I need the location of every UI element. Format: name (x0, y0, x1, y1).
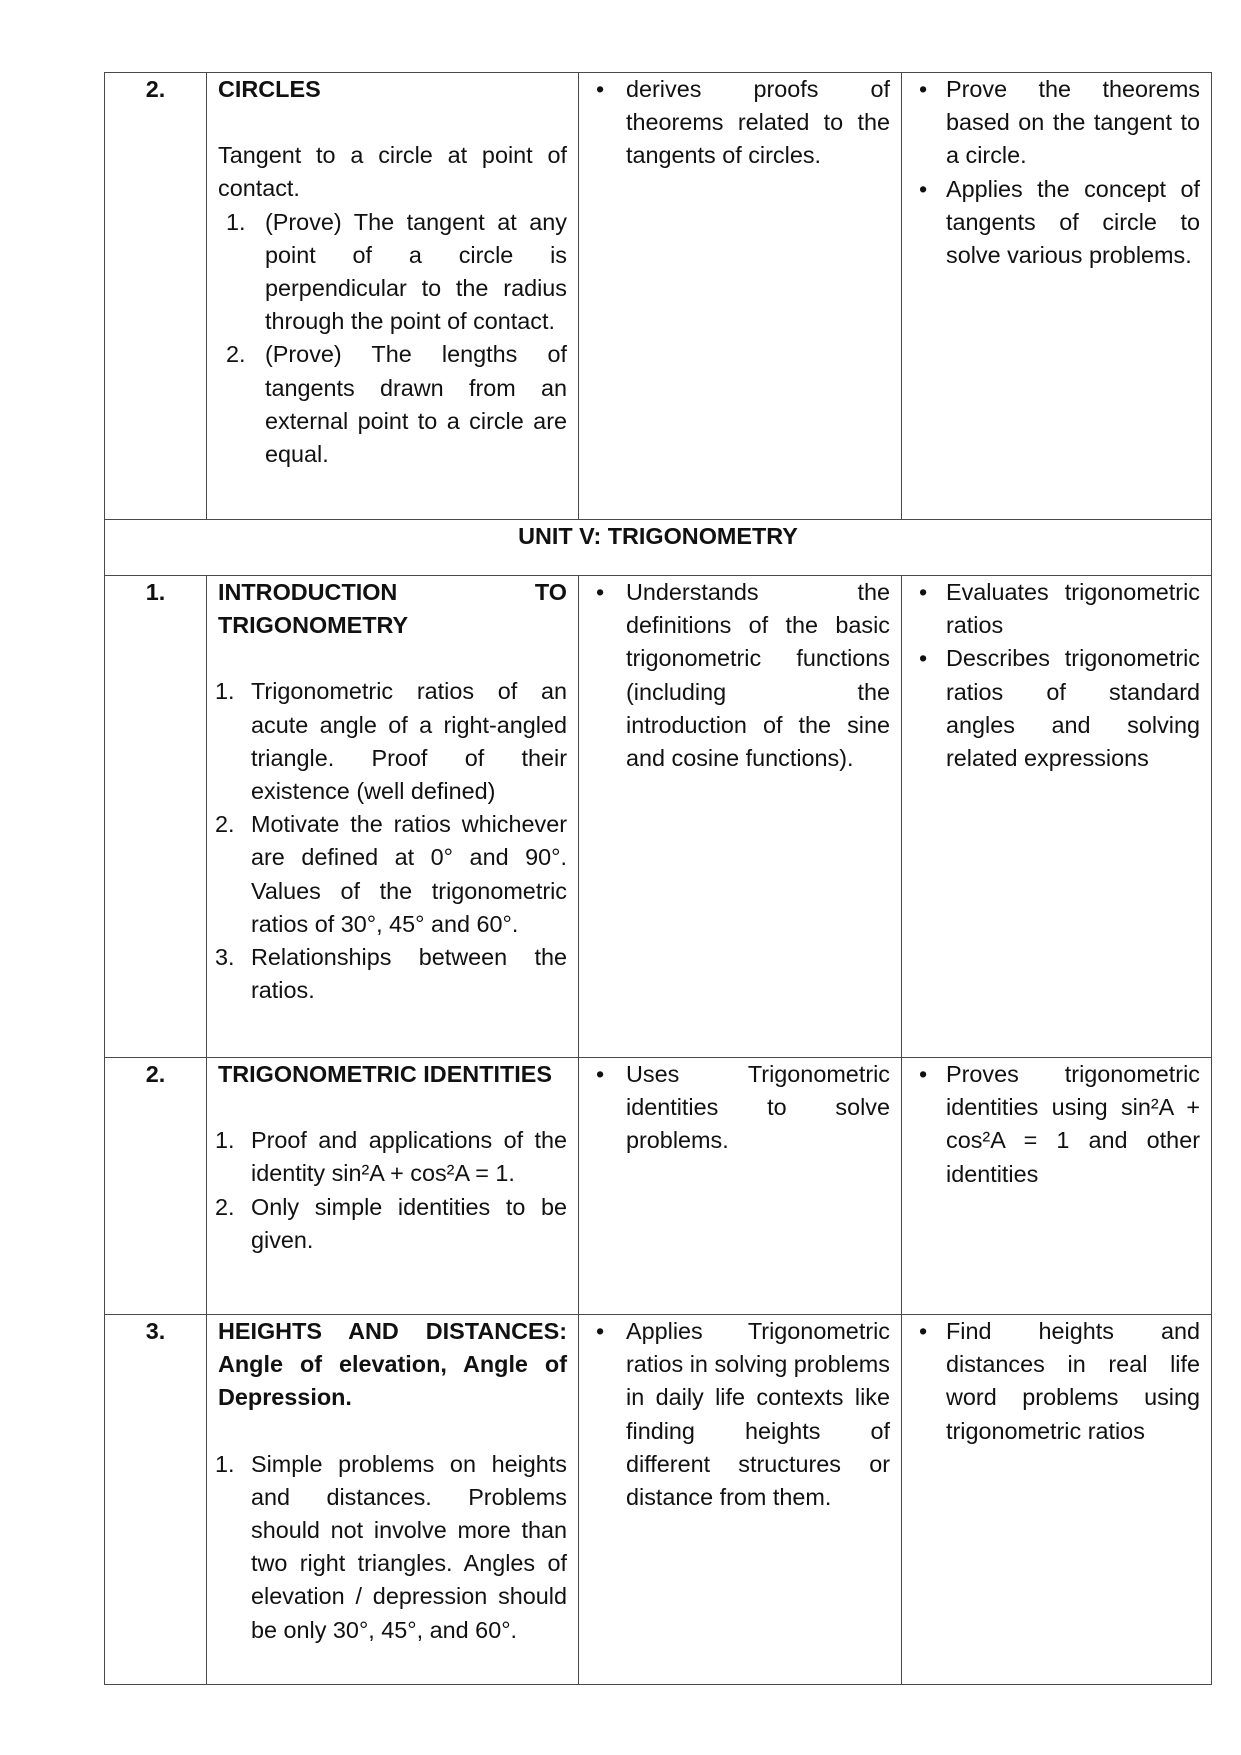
table-row (105, 576, 1212, 1058)
topic-list (215, 675, 567, 1007)
indicator-cell (902, 73, 1212, 520)
list-item (215, 1448, 567, 1647)
list-item-text: (Prove) The tangent at any point of a circle is perpendicular to the radius through the point of contact. (265, 208, 567, 335)
list-item-text: Simple problems on heights and distances. Problems should not involve more than two right triangles. Angles of elevation / depression should be only 30°, 45°, and 60°. (251, 1450, 567, 1643)
topic-cell (207, 1315, 579, 1685)
list-item-text: Motivate the ratios whichever are defined at 0° and 90°. Values of the trigonometric ratios of 30°, 45° and 60°. (251, 811, 567, 937)
learning-outcome-cell (579, 576, 902, 1058)
list-item (215, 675, 567, 808)
list-number: 2. (215, 1193, 235, 1220)
outcome-item (590, 576, 890, 775)
list-item (215, 941, 567, 1007)
indicator-item (913, 642, 1200, 775)
list-item-text: Trigonometric ratios of an acute angle of a right-angled triangle. Proof of their existence (well defined) (251, 678, 567, 805)
outcome-item (590, 1058, 890, 1158)
indicator-item (913, 173, 1200, 273)
list-number: 3. (215, 944, 235, 971)
indicator-text: Describes trigonometric ratios of standard angles and solving related expressions (946, 645, 1200, 772)
indicator-item (913, 576, 1200, 642)
list-item (215, 1191, 567, 1257)
bullet-icon: • (919, 579, 928, 605)
topic-cell (207, 73, 579, 520)
list-item-text: Proof and applications of the identity sin²A + cos²A = 1. (251, 1127, 567, 1187)
outcome-text: Understands the definitions of the basic trigonometric functions (including the introduction of the sine and cosine functions). (626, 579, 890, 772)
bullet-icon: • (596, 579, 605, 605)
outcome-item (590, 73, 890, 173)
indicator-item (913, 1315, 1200, 1448)
list-item-text: Only simple identities to be given. (251, 1193, 567, 1253)
indicator-cell (902, 576, 1212, 1058)
topic-cell (207, 576, 579, 1058)
bullet-icon: • (919, 645, 928, 672)
indicator-cell (902, 1315, 1212, 1685)
list-item-text: Relationships between the ratios. (251, 944, 567, 1004)
indicator-text: Prove the theorems based on the tangent to a circle. (946, 76, 1200, 169)
serial-number: 3. (105, 1315, 207, 1685)
list-item-text: (Prove) The lengths of tangents drawn from an external point to a circle are equal. (265, 341, 567, 468)
topic-title: INTRODUCTION TO TRIGONOMETRY (218, 579, 567, 639)
syllabus-table (104, 72, 1212, 1685)
outcome-text: Applies Trigonometric ratios in solving problems in daily life contexts like finding heights of different structures or distance from them. (626, 1318, 890, 1511)
unit-heading-row (105, 520, 1212, 576)
topic-intro: Tangent to a circle at point of contact. (218, 142, 567, 202)
serial-number: 1. (105, 576, 207, 1058)
outcome-text: Uses Trigonometric identities to solve problems. (626, 1061, 890, 1154)
serial-number: 2. (105, 1058, 207, 1315)
indicator-text: Proves trigonometric identities using sin²A + cos²A = 1 and other identities (946, 1061, 1200, 1187)
outcome-item (590, 1315, 890, 1514)
list-number: 1. (215, 1127, 235, 1154)
learning-outcome-cell (579, 73, 902, 520)
bullet-icon: • (919, 175, 928, 202)
indicator-cell (902, 1058, 1212, 1315)
table-row (105, 1315, 1212, 1685)
list-number: 1. (226, 208, 246, 235)
list-item (215, 1124, 567, 1190)
list-number: 1. (215, 678, 235, 705)
list-number: 2. (226, 341, 246, 368)
list-number: 2. (215, 811, 235, 838)
learning-outcome-cell (579, 1058, 902, 1315)
list-item (215, 808, 567, 941)
topic-title: TRIGONOMETRIC IDENTITIES (218, 1061, 552, 1087)
bullet-icon: • (919, 76, 928, 102)
table-row (105, 73, 1212, 520)
topic-title: HEIGHTS AND DISTANCES: Angle of elevation, Angle of Depression. (218, 1318, 567, 1411)
indicator-item (913, 73, 1200, 173)
bullet-icon: • (919, 1318, 928, 1344)
outcome-text: derives proofs of theorems related to the tangents of circles. (626, 76, 890, 169)
list-item (218, 338, 567, 471)
topic-list (215, 1448, 567, 1647)
list-number: 1. (215, 1450, 235, 1477)
topic-cell (207, 1058, 579, 1315)
bullet-icon: • (596, 1318, 605, 1344)
topic-list (218, 206, 567, 472)
bullet-icon: • (919, 1061, 928, 1087)
topic-title: CIRCLES (218, 76, 321, 102)
bullet-icon: • (596, 1061, 605, 1087)
topic-list (215, 1124, 567, 1257)
indicator-text: Find heights and distances in real life word problems using trigonometric ratios (946, 1318, 1200, 1444)
indicator-item (913, 1058, 1200, 1191)
list-item (218, 206, 567, 339)
learning-outcome-cell (579, 1315, 902, 1685)
bullet-icon: • (596, 76, 605, 102)
indicator-text: Applies the concept of tangents of circle to solve various problems. (946, 175, 1200, 269)
serial-number: 2. (105, 73, 207, 520)
unit-heading: UNIT V: TRIGONOMETRY (105, 520, 1212, 576)
table-row (105, 1058, 1212, 1315)
indicator-text: Evaluates trigonometric ratios (946, 579, 1200, 639)
